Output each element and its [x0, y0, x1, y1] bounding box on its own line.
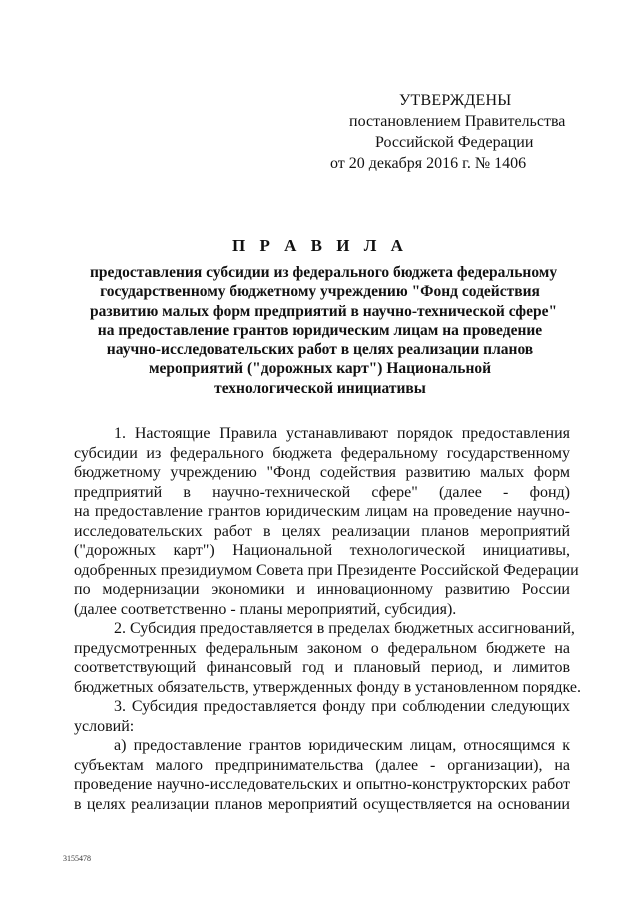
paragraph-line: в целях реализации планов мероприятий осуществляется на основании: [74, 795, 570, 813]
subtitle-line: развитию малых форм предприятий в научно-технической сфере": [90, 302, 558, 320]
paragraph-line: условий:: [74, 717, 135, 735]
approval-block: [330, 90, 590, 174]
approval-line-1: постановлением Правительства: [349, 113, 566, 130]
paragraph-line: предприятий в научно-технической сфере" (далее - фонд): [74, 483, 570, 501]
paragraph-2: [74, 619, 582, 697]
paragraph-line: предусмотренных федеральным законом о федеральном бюджете на: [74, 639, 570, 657]
document-body: [74, 424, 582, 814]
paragraph-line: проведение научно-исследовательских и опытно-конструкторских работ: [74, 776, 570, 793]
paragraph-line: субъектам малого предпринимательства (далее - организации), на: [74, 756, 570, 774]
document-code: 3155478: [63, 854, 91, 863]
paragraph-line: соответствующий финансовый год и плановый период, и лимитов: [74, 659, 570, 676]
paragraph-line: 1. Настоящие Правила устанавливают порядок предоставления: [114, 425, 570, 442]
paragraph-3: [74, 697, 570, 736]
paragraph-line: ("дорожных карт") Национальной технологической инициативы,: [74, 542, 570, 559]
paragraph-line: 3. Субсидия предоставляется фонду при соблюдении следующих: [114, 698, 570, 715]
paragraph-line: бюджетному учреждению "Фонд содействия развитию малых форм: [74, 464, 570, 481]
paragraph-line: субсидии из федерального бюджета федеральному государственному: [74, 444, 570, 462]
subtitle-line: научно-исследовательских работ в целях реализации планов: [106, 341, 534, 359]
subtitle-line: на предоставление грантов юридическим лицам на проведение: [97, 321, 543, 339]
subtitle-line: технологической инициативы: [214, 379, 426, 397]
subtitle-line: мероприятий ("дорожных карт") Национальной: [148, 360, 492, 378]
approval-title: УТВЕРЖДЕНЫ: [399, 92, 512, 109]
paragraph-line: а) предоставление грантов юридическим лицам, относящимся к: [114, 737, 570, 754]
paragraph-line: бюджетных обязательств, утвержденных фонду в установленном порядке.: [74, 678, 582, 696]
paragraph-line: на предоставление грантов юридическим лицам на проведение научно-: [74, 503, 570, 520]
paragraph-line: 2. Субсидия предоставляется в пределах бюджетных ассигнований,: [114, 620, 575, 637]
subtitle-line: предоставления субсидии из федерального бюджета федеральному: [90, 264, 558, 281]
paragraph-line: исследовательских работ в целях реализации планов мероприятий: [74, 522, 570, 540]
paragraph-1: [74, 424, 579, 619]
approval-line-3: от 20 декабря 2016 г. № 1406: [330, 155, 527, 172]
approval-line-2: Российской Федерации: [375, 134, 534, 151]
paragraph-line: (далее соответственно - планы мероприятий, субсидия).: [74, 600, 457, 618]
document-subtitle: [90, 263, 558, 398]
document-title: П Р А В И Л А: [232, 236, 408, 255]
paragraph-line: по модернизации экономики и инновационному развитию России: [74, 581, 570, 598]
subtitle-line: государственному бюджетному учреждению "Фонд содействия: [100, 283, 540, 301]
paragraph-4: [74, 736, 570, 814]
paragraph-line: одобренных президиумом Совета при Президенте Российской Федерации: [74, 561, 579, 579]
